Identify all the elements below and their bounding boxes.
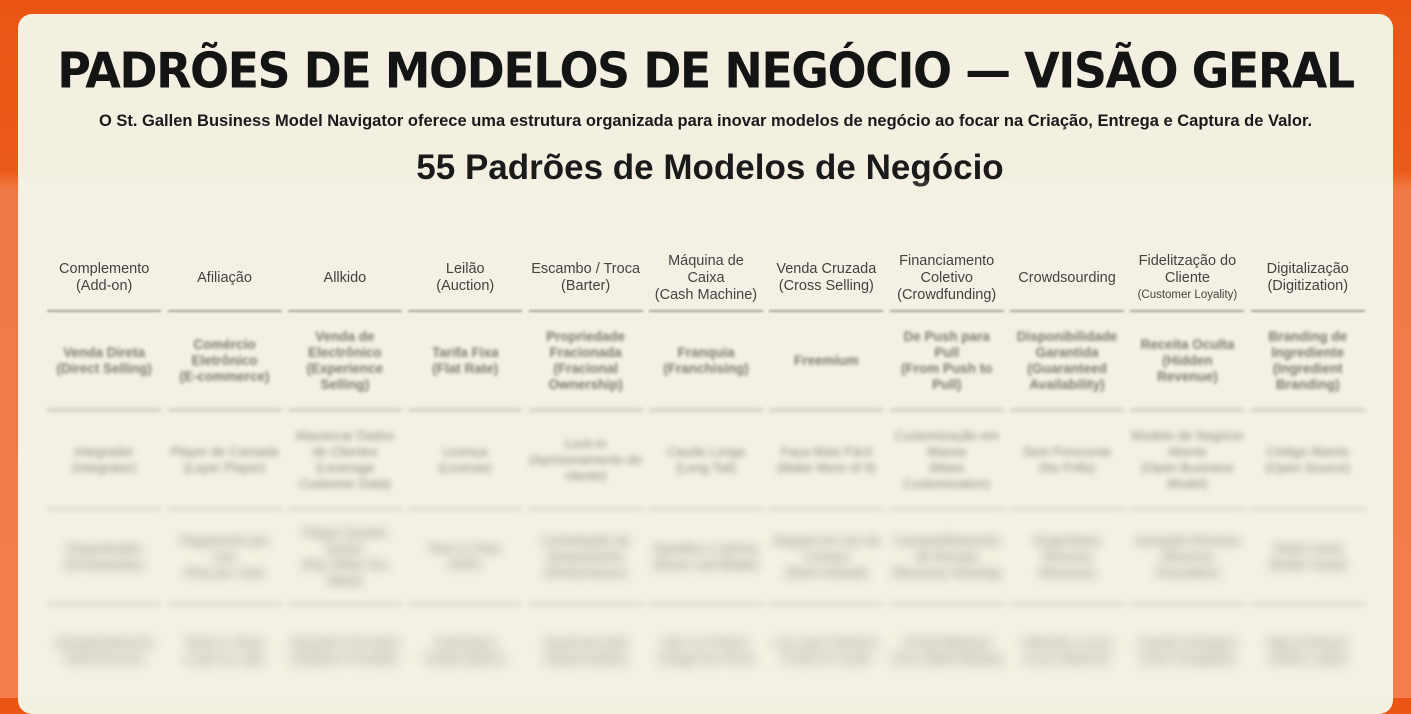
pattern-name: Sem Frescuras	[1022, 444, 1112, 459]
divider-segment	[1130, 310, 1244, 312]
divider-segment	[769, 409, 883, 411]
pattern-name: Complemento	[59, 261, 150, 277]
pattern-cell	[285, 313, 405, 409]
pattern-cell	[525, 246, 645, 310]
pattern-name: Lock-in	[564, 436, 607, 451]
pattern-cell	[44, 412, 164, 508]
pattern-row	[44, 412, 1368, 508]
page-subtitle: O St. Gallen Business Model Navigator oferece uma estrutura organizada para inovar modelos de negócio ao focar na Criação, Entrega e Captura de Valor.	[98, 112, 1313, 130]
pattern-english-name: (Cross Selling)	[778, 278, 874, 294]
divider-segment	[168, 310, 282, 312]
pattern-name: Fidelitzação do Cliente	[1138, 252, 1237, 286]
divider-segment	[408, 409, 522, 411]
pattern-name: Allkido	[323, 269, 367, 286]
divider-segment	[1010, 508, 1124, 510]
pattern-name: Aluguel em vez de Compra	[772, 533, 880, 564]
pattern-english-name: (Flat Rate)	[432, 361, 499, 376]
pattern-name: Faça Mais Fácil	[780, 444, 872, 459]
pattern-cell	[405, 412, 525, 508]
divider-segment	[47, 409, 161, 411]
pattern-name: Engenharia Reversa	[1033, 533, 1101, 564]
divider-segment	[288, 310, 402, 312]
divider-segment	[1130, 508, 1244, 510]
pattern-name: Pagamento por Uso	[180, 533, 269, 564]
pattern-cell	[766, 246, 886, 310]
patterns-grid	[44, 246, 1368, 696]
pattern-cell	[766, 606, 886, 696]
divider-segment	[408, 603, 522, 605]
pattern-english-name: (Supermarket)	[544, 651, 628, 666]
pattern-english-name: (Pay What You Want)	[301, 557, 388, 588]
divider-segment	[1010, 603, 1124, 605]
pattern-cell	[44, 313, 164, 409]
pattern-name: Contratação de Desempenho	[541, 533, 631, 564]
pattern-cell	[44, 511, 164, 603]
pattern-cell	[887, 313, 1007, 409]
pattern-cell	[766, 412, 886, 508]
pattern-name: Freemium	[794, 353, 859, 368]
pattern-english-name: (Razor and Blade)	[653, 557, 759, 572]
pattern-cell	[405, 313, 525, 409]
divider-segment	[769, 603, 883, 605]
pattern-english-name: (Hidden Revenue)	[1157, 353, 1218, 384]
pattern-english-name: (Reverse)	[1038, 565, 1096, 580]
pattern-english-name: (Two-Sided Market)	[889, 651, 1004, 666]
pattern-cell	[1248, 313, 1368, 409]
pattern-name: Franquia	[677, 345, 735, 360]
pattern-cell	[1248, 606, 1368, 696]
pattern-name: Shop in Shop	[185, 635, 264, 650]
divider-segment	[649, 508, 763, 510]
pattern-name: Soluções Provedor	[289, 635, 400, 650]
pattern-english-name: (Add-on)	[75, 278, 133, 294]
pattern-cell	[525, 412, 645, 508]
pattern-english-name: (Robin Hood)	[1269, 557, 1347, 572]
divider-segment	[1251, 603, 1365, 605]
pattern-cell	[646, 511, 766, 603]
pattern-name: Crowdsourding	[1018, 269, 1116, 286]
pattern-name: Integrador	[74, 444, 134, 459]
pattern-name: Receita Oculta	[1140, 337, 1235, 352]
pattern-english-name: (Orchestrator)	[63, 557, 145, 572]
divider-segment	[1251, 508, 1365, 510]
pattern-name: Customização em Massa	[894, 428, 999, 459]
divider-segment	[408, 310, 522, 312]
pattern-name: Modelo de Negócio Aberto	[1131, 428, 1244, 459]
divider-segment	[1130, 409, 1244, 411]
pattern-english-name: (Mass Customization)	[903, 460, 991, 491]
pattern-name: Autoatendimento	[55, 635, 154, 650]
pattern-cell	[1127, 511, 1247, 603]
pattern-name: Venda Bilateral	[902, 635, 991, 650]
divider-segment	[288, 508, 402, 510]
pattern-cell	[405, 511, 525, 603]
pattern-english-name: (Loja na Loja)	[184, 651, 265, 666]
pattern-name: Tarifa Fixa	[431, 345, 499, 360]
divider-segment	[769, 310, 883, 312]
pattern-cell	[285, 246, 405, 310]
divider-segment	[529, 310, 643, 312]
pattern-name: Compartilhamento de Receita	[893, 533, 1000, 564]
pattern-cell	[646, 412, 766, 508]
pattern-cell	[525, 511, 645, 603]
pattern-name: Lixo para Dinheiro	[773, 635, 880, 650]
divider-segment	[649, 603, 763, 605]
pattern-name: Leilão	[445, 261, 485, 277]
pattern-english-name: (Guaranteed Availability)	[1027, 361, 1107, 392]
pattern-row	[44, 511, 1368, 603]
divider-segment	[168, 603, 282, 605]
pattern-name: Afiliação	[197, 269, 252, 286]
pattern-cell	[405, 606, 525, 696]
pattern-name: Alavancar Dados de Clientes	[295, 428, 395, 459]
pattern-row	[44, 313, 1368, 409]
pattern-cell	[285, 511, 405, 603]
pattern-name: Inovação Reversa	[1135, 533, 1240, 548]
pattern-cell	[525, 313, 645, 409]
pattern-english-name: (P2P)	[448, 557, 482, 572]
pattern-cell	[164, 511, 284, 603]
pattern-name: Financiamento Coletivo	[899, 252, 995, 286]
pattern-english-name: (Self-Service)	[64, 651, 144, 666]
page-title: PADRÕES DE MODELOS DE NEGÓCIO — VISÃO GERAL	[57, 42, 1354, 100]
pattern-english-name: (Open Source)	[1265, 460, 1351, 475]
divider-segment	[769, 508, 883, 510]
pattern-cell	[1248, 511, 1368, 603]
pattern-english-name: (Solution Provider)	[291, 651, 399, 666]
pattern-cell	[1248, 246, 1368, 310]
divider-segment	[890, 603, 1004, 605]
pattern-cell	[164, 606, 284, 696]
pattern-english-name: (Layer Player)	[183, 460, 266, 475]
pattern-name: Licença	[442, 444, 488, 459]
pattern-english-name: (Direct Selling)	[56, 361, 152, 376]
pattern-name: Peer to Peer	[428, 541, 502, 556]
pattern-name: Digitalização	[1266, 261, 1349, 277]
pattern-name: Disponibilidade Garantida	[1016, 329, 1118, 360]
pattern-english-name: (Long Tail)	[675, 460, 737, 475]
pattern-cell	[766, 511, 886, 603]
pattern-cell	[285, 412, 405, 508]
pattern-cell	[887, 412, 1007, 508]
pattern-name: Branding de Ingrediente	[1268, 329, 1348, 360]
pattern-cell	[1007, 246, 1127, 310]
divider-segment	[168, 508, 282, 510]
pattern-cell	[887, 246, 1007, 310]
pattern-english-name: (Make More of It)	[776, 460, 876, 475]
pattern-cell	[1127, 246, 1247, 310]
pattern-english-name: (Aprisionamento do cliente)	[529, 452, 642, 483]
pattern-english-name: (Rent Instead)	[785, 565, 868, 580]
pattern-cell	[646, 313, 766, 409]
pattern-name: Player de Camada	[170, 444, 279, 459]
pattern-english-name: (Leverage Customer Data)	[299, 460, 391, 491]
pattern-name: Comércio Eletrônico	[191, 337, 258, 368]
pattern-cell	[44, 606, 164, 696]
divider-segment	[408, 508, 522, 510]
pattern-name: Cauda Longa	[666, 444, 746, 459]
divider-segment	[890, 310, 1004, 312]
pattern-cell	[1248, 412, 1368, 508]
pattern-english-name: (Integrator)	[72, 460, 137, 475]
divider-segment	[47, 603, 161, 605]
divider-segment	[529, 409, 643, 411]
pattern-english-name: (User Designed)	[1140, 651, 1235, 666]
divider-segment	[288, 603, 402, 605]
pattern-name: Propriedade Fracionada	[546, 329, 625, 360]
pattern-name: Venda Cruzada	[776, 261, 877, 277]
divider-segment	[1010, 310, 1124, 312]
pattern-english-name: (Open Business Model)	[1141, 460, 1234, 491]
pattern-name: Supermercado	[542, 635, 629, 650]
divider-segment	[168, 409, 282, 411]
pattern-cell	[405, 246, 525, 310]
divider-segment	[47, 310, 161, 312]
pattern-cell	[1007, 511, 1127, 603]
pattern-name: Pague Quanto Quiser	[302, 525, 387, 556]
pattern-cell	[1007, 606, 1127, 696]
pattern-english-name: (Subscription)	[425, 651, 506, 666]
pattern-name: Venda de Electrônico	[308, 329, 382, 360]
divider-segment	[1130, 603, 1244, 605]
pattern-cell	[766, 313, 886, 409]
pattern-cell	[1127, 606, 1247, 696]
divider-segment	[529, 603, 643, 605]
divider-segment	[649, 310, 763, 312]
pattern-english-name: (Cash Machine)	[654, 286, 758, 303]
divider-segment	[1251, 310, 1365, 312]
pattern-name: Venda Direta	[63, 345, 146, 360]
divider-segment	[890, 409, 1004, 411]
pattern-english-name: (Reverse Innovation)	[1155, 549, 1220, 580]
pattern-english-name: (White Label)	[1269, 651, 1347, 666]
pattern-english-name: (Fracional Ownership)	[548, 361, 623, 392]
pattern-english-name: (Auction)	[436, 278, 495, 294]
pattern-english-name: (E-commerce)	[179, 369, 270, 384]
pattern-cell	[1007, 313, 1127, 409]
pattern-english-name: (Crowdfunding)	[897, 286, 997, 303]
pattern-english-name: (Pay per Use)	[184, 565, 265, 580]
pattern-name: Assinatura	[434, 635, 496, 650]
pattern-english-name-small: (Customer Loyality)	[1137, 288, 1238, 301]
pattern-english-name: (License)	[438, 460, 492, 475]
pattern-cell	[525, 606, 645, 696]
pattern-name: Escambo / Troca	[531, 261, 641, 277]
pattern-name: Navalha e Lâmina	[653, 541, 759, 556]
divider-segment	[47, 508, 161, 510]
section-heading: 55 Padrões de Modelos de Negócio	[416, 148, 1004, 187]
pattern-name: Robin Hood	[1273, 541, 1343, 556]
pattern-english-name: (Performance)	[544, 565, 628, 580]
pattern-cell	[887, 511, 1007, 603]
pattern-name: Usuário Designer	[1137, 635, 1238, 650]
pattern-english-name: (Ingredient Branding)	[1272, 361, 1343, 392]
pattern-cell	[1127, 313, 1247, 409]
divider-segment	[1251, 409, 1365, 411]
divider-segment	[529, 508, 643, 510]
pattern-cell	[164, 313, 284, 409]
pattern-name: Alvo os Pobres	[662, 635, 750, 650]
pattern-cell	[1007, 412, 1127, 508]
pattern-name: De Push para Pull	[903, 329, 990, 360]
pattern-name: Máquina de Caixa	[668, 252, 744, 286]
divider-segment	[1010, 409, 1124, 411]
pattern-cell	[44, 246, 164, 310]
pattern-name: Marca Branca	[1267, 635, 1349, 650]
pattern-cell	[1127, 412, 1247, 508]
pattern-name: Ultimate Luxury	[1021, 635, 1113, 650]
divider-segment	[649, 409, 763, 411]
pattern-cell	[164, 412, 284, 508]
pattern-english-name: (Digitization)	[1267, 278, 1349, 294]
divider-segment	[890, 508, 1004, 510]
pattern-cell	[164, 246, 284, 310]
divider-segment	[288, 409, 402, 411]
pattern-row	[44, 246, 1368, 310]
pattern-name: Código Aberto	[1266, 444, 1349, 459]
pattern-english-name: (Revenue Sharing)	[892, 565, 1002, 580]
pattern-row	[44, 606, 1368, 696]
pattern-english-name: (Luxo Máximo)	[1024, 651, 1111, 666]
pattern-english-name: (Trash to Cash)	[781, 651, 872, 666]
pattern-english-name: (From Push to Pull)	[900, 361, 993, 392]
pattern-cell	[285, 606, 405, 696]
pattern-english-name: (Franchising)	[663, 361, 749, 376]
pattern-cell	[646, 246, 766, 310]
pattern-name: Orquestrador	[65, 541, 143, 556]
pattern-cell	[887, 606, 1007, 696]
pattern-english-name: (No Frills)	[1038, 460, 1096, 475]
pattern-english-name: (Experience Selling)	[306, 361, 384, 392]
pattern-cell	[646, 606, 766, 696]
pattern-english-name: (Barter)	[561, 278, 611, 294]
pattern-english-name: (Target the Poor)	[657, 651, 755, 666]
